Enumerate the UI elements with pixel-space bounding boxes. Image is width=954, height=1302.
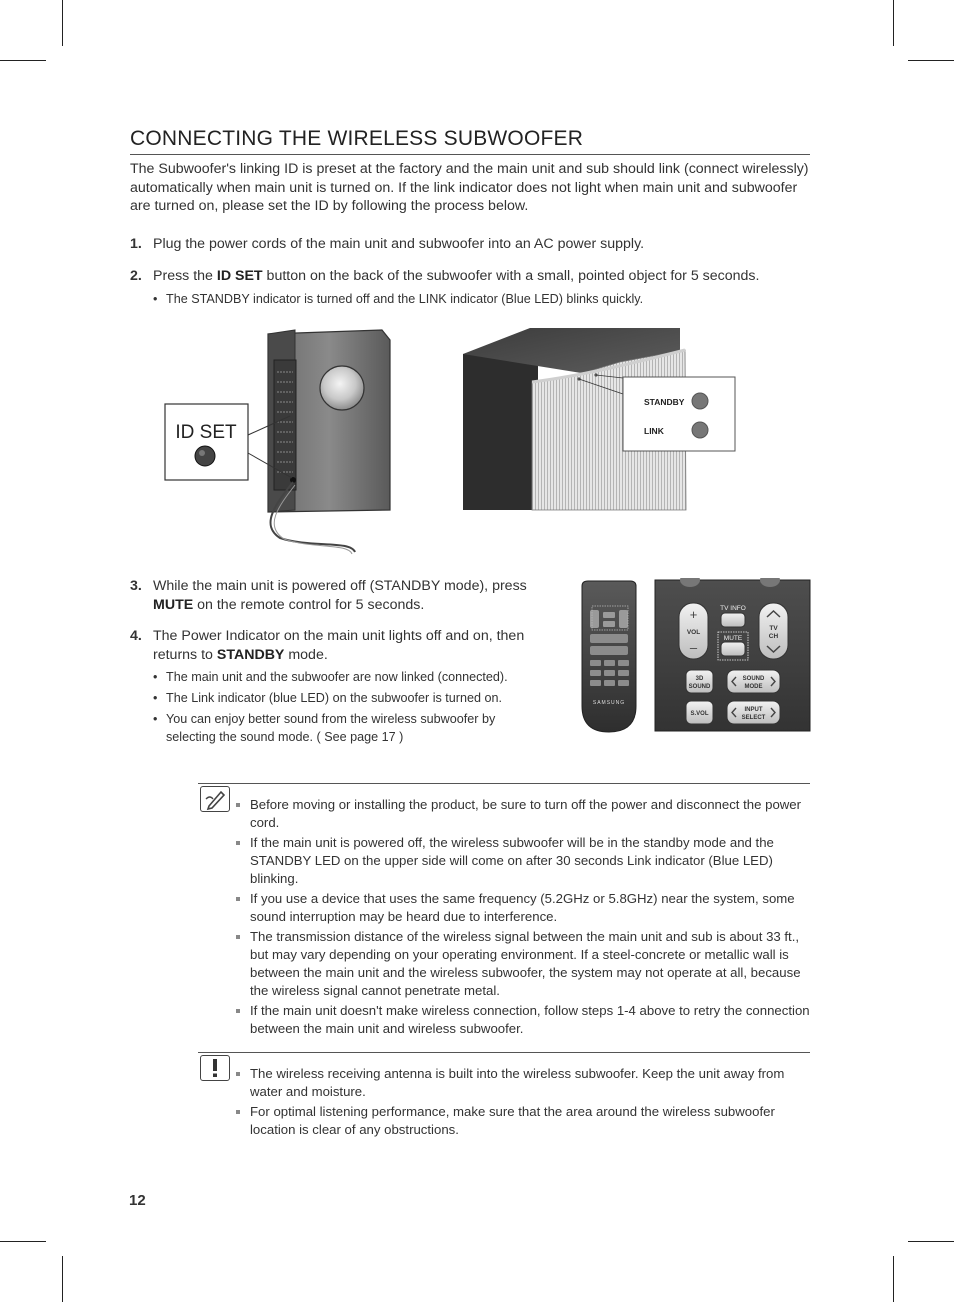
step-1 [130, 235, 810, 255]
speaker-port [320, 366, 364, 410]
standby-label: STANDBY [644, 397, 685, 407]
id-set-button [195, 446, 215, 466]
intro-paragraph: The Subwoofer's linking ID is preset at the factory and the main unit and sub should link (connect wirelessly) automatically when main unit is turned on. If the link indicator does not light when main unit and subwoofer are turned on, please set the ID by following the process below. [130, 161, 809, 214]
note-item: If the main unit doesn't make wireless connection, follow steps 1-4 above to retry the connection between the main unit and wireless subwoofer. [236, 1002, 810, 1038]
crop-mark [62, 1256, 63, 1302]
notes-block [198, 783, 810, 1044]
id-set-label: ID SET [175, 422, 237, 443]
caution-item: For optimal listening performance, make sure that the area around the wireless subwoofer location is clear of any obstructions. [236, 1103, 810, 1139]
3d-sound-label: 3D [695, 676, 704, 682]
step-number: 1. [130, 236, 142, 252]
note-item: If the main unit is powered off, the wireless subwoofer will be in the standby mode and the STANDBY LED on the upper side will come on after 30 seconds Link indicator (Blue LED) blinking. [236, 834, 810, 888]
standby-term: STANDBY [216, 646, 285, 663]
crop-mark [62, 0, 63, 46]
note-item: Before moving or installing the product, be sure to turn off the power and disconnect the power cord. [236, 796, 810, 832]
vol-label: VOL [686, 629, 701, 636]
step-number: 2. [130, 268, 142, 284]
note-item: If you use a device that uses the same frequency (5.2GHz or 5.8GHz) near the system, some sound interruption may be heard due to interference. [236, 890, 810, 926]
crop-mark [908, 60, 954, 61]
caution-item: The wireless receiving antenna is built into the wireless subwoofer. Keep the unit away from water and moisture. [236, 1065, 810, 1101]
notes-list [236, 796, 810, 1040]
svol-label: S.VOL [690, 711, 709, 717]
crop-mark [908, 1241, 954, 1242]
link-label: LINK [644, 426, 664, 436]
crop-mark [893, 0, 894, 46]
sound-mode-label: MODE [744, 684, 763, 690]
step-number: 4. [130, 628, 142, 644]
step-3 [130, 577, 540, 617]
ch-label: CH [768, 633, 779, 640]
subwoofer-top-face [463, 350, 538, 510]
3d-sound-label: SOUND [688, 684, 711, 690]
crop-mark [893, 1256, 894, 1302]
mute-term: MUTE [153, 596, 194, 613]
step-text: mode. [284, 646, 328, 663]
link-led-icon [692, 422, 708, 438]
crop-mark [0, 1241, 46, 1242]
subwoofer-illustration [160, 320, 750, 560]
crop-mark [0, 60, 46, 61]
page-title: CONNECTING THE WIRELESS SUBWOOFER [130, 127, 810, 155]
mute-label: MUTE [723, 635, 743, 642]
tv-info-label: TV INFO [720, 605, 746, 612]
bullet-item: • The main unit and the subwoofer are now linked (connected). [153, 668, 533, 686]
step-text: Plug the power cords of the main unit and subwoofer into an AC power supply. [153, 236, 645, 252]
tv-info-button [721, 613, 745, 627]
cautions-list [236, 1065, 810, 1141]
remote-body [582, 581, 636, 732]
tv-label: TV [769, 625, 778, 632]
caution-block [198, 1052, 810, 1153]
step-2-bullets [153, 290, 813, 311]
note-icon [200, 786, 230, 812]
svg-text:+: + [689, 607, 698, 622]
step-text: button on the back of the subwoofer with a small, pointed object for 5 seconds. [262, 268, 760, 284]
vent-panel [274, 360, 296, 490]
step-text: The Power Indicator on the main unit lights off and on, then returns to [153, 628, 525, 663]
led-callout [623, 377, 735, 451]
step-text: Press the [153, 268, 217, 284]
bullet-item: • You can enjoy better sound from the wireless subwoofer by selecting the sound mode. ( See page 17 ) [153, 710, 533, 746]
standby-led-icon [692, 393, 708, 409]
page-number: 12 [129, 1192, 146, 1209]
bullet-item: • The Link indicator (blue LED) on the subwoofer is turned on. [153, 689, 533, 707]
step-4-bullets [153, 668, 533, 749]
id-set-term: ID SET [216, 268, 263, 284]
remote-brand: SAMSUNG [592, 700, 626, 706]
sound-mode-label: SOUND [742, 676, 765, 682]
bullet-item: • The STANDBY indicator is turned off and the LINK indicator (Blue LED) blinks quickly. [153, 290, 813, 308]
step-number: 3. [130, 578, 142, 594]
input-select-label: SELECT [741, 715, 766, 721]
remote-illustration [578, 578, 812, 738]
step-4 [130, 627, 540, 667]
step-text: While the main unit is powered off (STANDBY mode), press [153, 578, 527, 594]
note-item: The transmission distance of the wireless signal between the main unit and sub is about 33 ft., but may vary depending on your operating environment. If a steel-concrete or metallic wall is between the main unit and the wireless subwoofer, the system may not operate at all, because the wireless signal cannot penetrate metal. [236, 928, 810, 1000]
input-select-label: INPUT [744, 707, 763, 713]
svg-text:–: – [689, 640, 698, 655]
step-2 [130, 267, 810, 287]
mute-button [721, 642, 745, 656]
step-text: on the remote control for 5 seconds. [193, 596, 425, 613]
caution-icon [200, 1055, 230, 1081]
